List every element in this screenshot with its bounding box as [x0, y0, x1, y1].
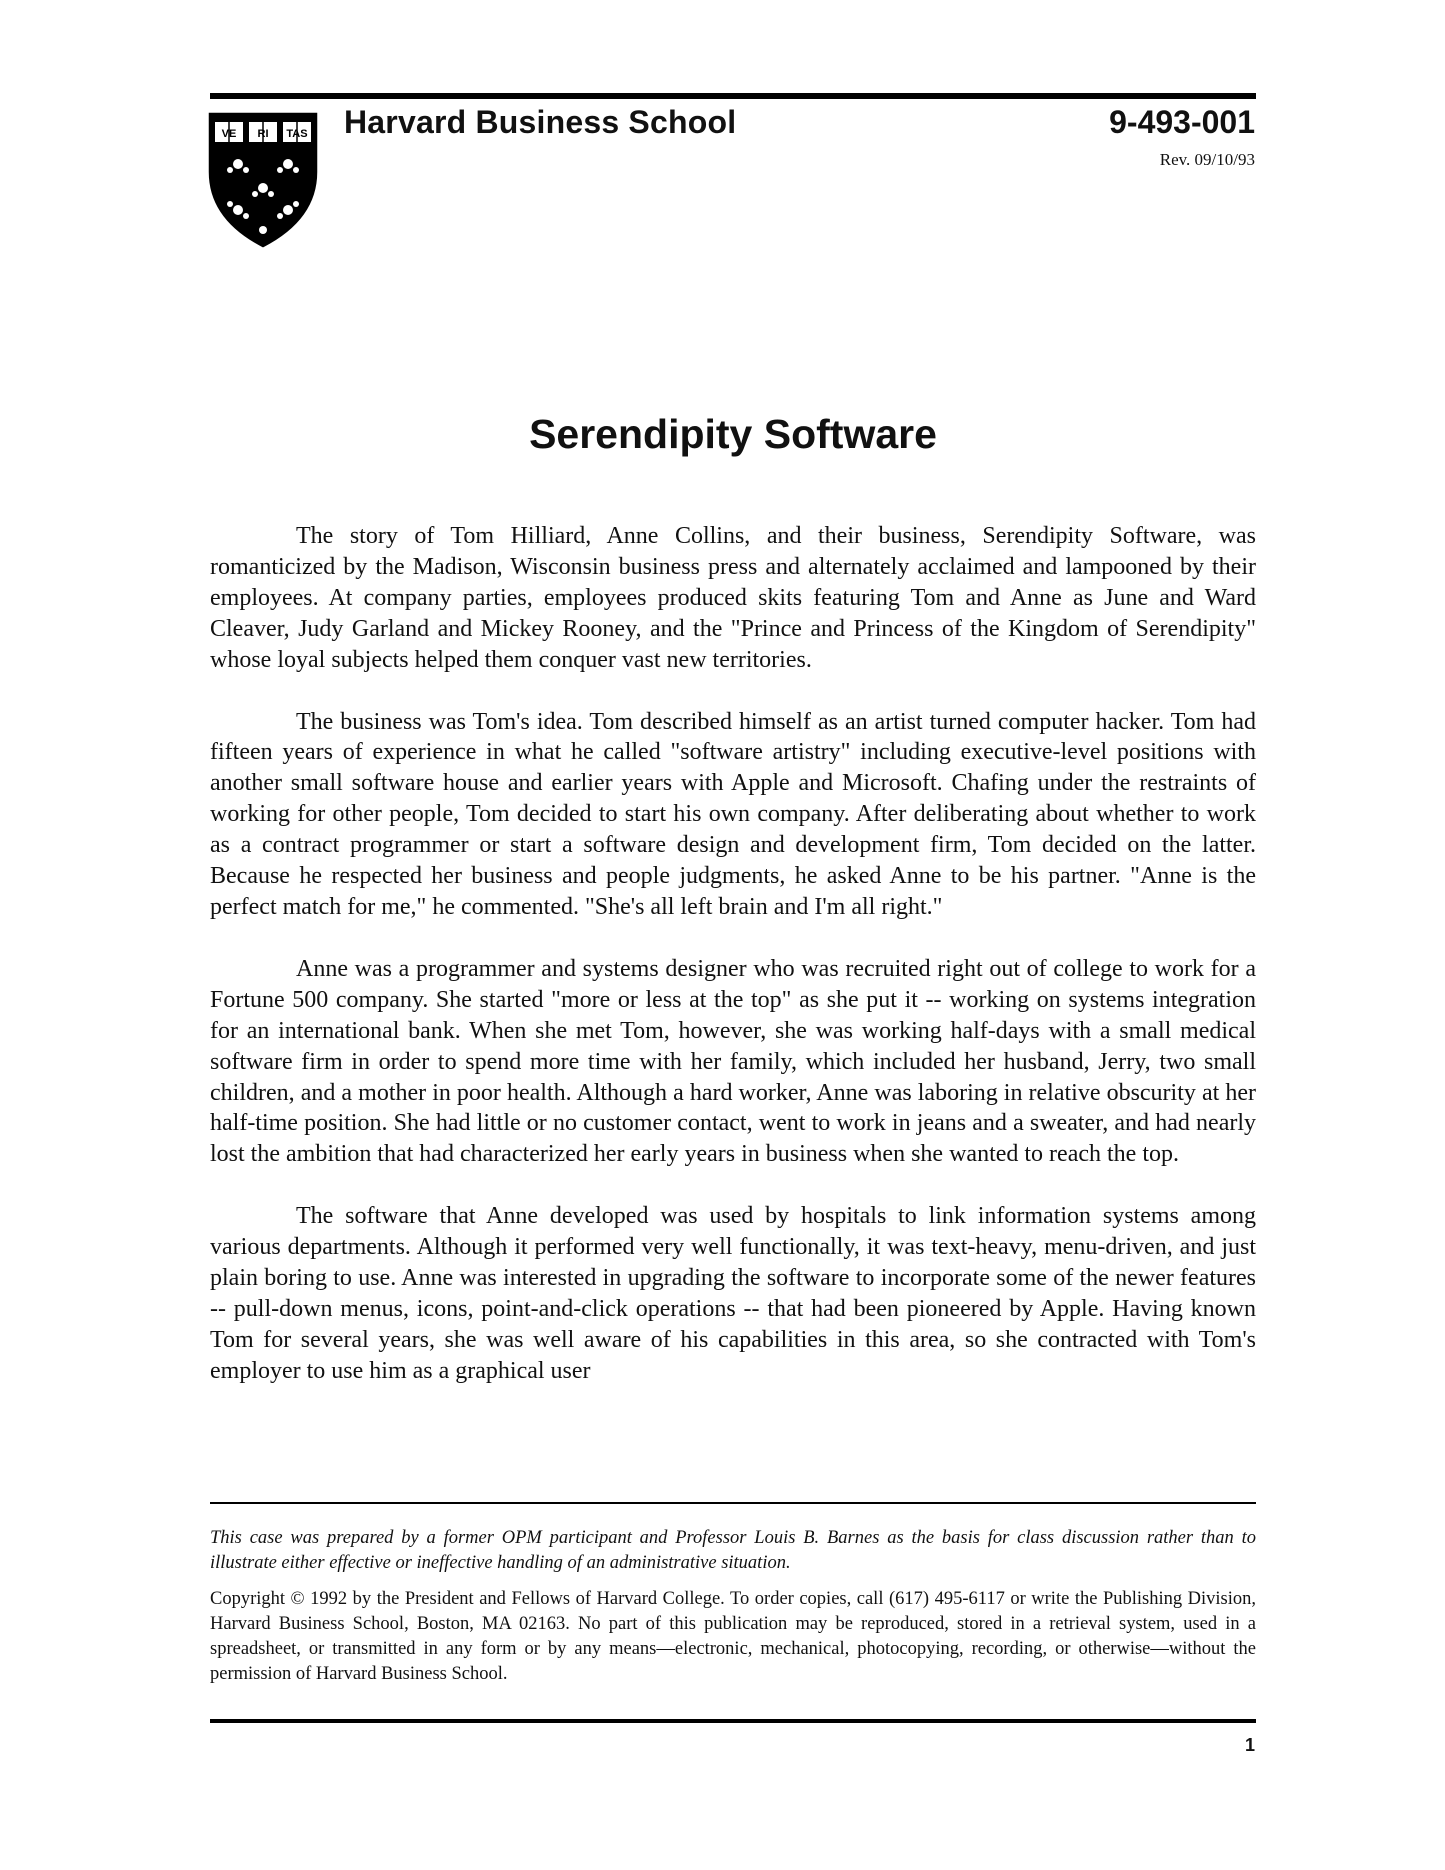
case-disclaimer: This case was prepared by a former OPM participant and Professor Louis B. Barnes as the basis for class discussion rather than to illustrate either effective or ineffective handling of an administrative situation. — [210, 1528, 1256, 1573]
body-text — [210, 521, 1256, 1418]
paragraph: Anne was a programmer and systems designer who was recruited right out of college to work for a Fortune 500 company. She started "more or less at the top" as she put it -- working on systems integration for an international bank. When she met Tom, however, she was working half-days with a small medical software firm in order to spend more time with her family, which included her husband, Jerry, two small children, and a mother in poor health. Although a hard worker, Anne was laboring in relative obscurity at her half-time position. She had little or no customer contact, went to work in jeans and a sweater, and had nearly lost the ambition that had characterized her early years in business when she wanted to reach the top. — [210, 955, 1256, 1168]
crest-motto-ri: RI — [257, 128, 269, 140]
paragraph: The story of Tom Hilliard, Anne Collins, and their business, Serendipity Software, was romanticized by the Madison, Wisconsin business press and alternately acclaimed and lampooned by their employees. At company parties, employees produced skits featuring Tom and Anne as June and Ward Cleaver, Judy Garland and Mickey Rooney, and the "Prince and Princess of the Kingdom of Serendipity" whose loyal subjects helped them conquer vast new territories. — [210, 523, 1256, 673]
harvard-crest-logo — [208, 112, 318, 248]
bottom-rule — [210, 1719, 1256, 1723]
footnote-rule — [210, 1502, 1256, 1504]
crest-motto-ve: VE — [221, 128, 237, 140]
header-rule — [210, 93, 1256, 99]
document-title: Serendipity Software — [529, 411, 937, 457]
revision-date: Rev. 09/10/93 — [1159, 150, 1255, 169]
copyright-notice: Copyright © 1992 by the President and Fellows of Harvard College. To order copies, call (617) 495-6117 or write the Publishing Division, Harvard Business School, Boston, MA 02163. No part of this publication may be reproduced, stored in a retrieval system, used in a spreadsheet, or transmitted in any form or by any means—electronic, mechanical, photocopying, recording, or otherwise—without the permission of Harvard Business School. — [210, 1589, 1256, 1684]
case-number: 9-493-001 — [1109, 104, 1255, 140]
school-name: Harvard Business School — [344, 104, 737, 140]
paragraph: The software that Anne developed was used by hospitals to link information systems among various departments. Although it performed very well functionally, it was text-heavy, menu-driven, and just plain boring to use. Anne was interested in upgrading the software to incorporate some of the newer features -- pull-down menus, icons, point-and-click operations -- that had been pioneered by Apple. Having known Tom for several years, she was well aware of his capabilities in this area, so she contracted with Tom's employer to use him as a graphical user — [210, 1203, 1256, 1384]
crest-motto-tas: TAS — [286, 128, 308, 140]
paragraph: The business was Tom's idea. Tom described himself as an artist turned computer hacker. Tom had fifteen years of experience in what he called "software artistry" including executive-level positions with another small software house and earlier years with Apple and Microsoft. Chafing under the restraints of working for other people, Tom decided to start his own company. After deliberating about whether to work as a contract programmer or start a software design and development firm, Tom decided on the latter. Because he respected her business and people judgments, he asked Anne to be his partner. "Anne is the perfect match for me," he commented. "She's all left brain and I'm all right." — [210, 708, 1256, 920]
page-number: 1 — [1244, 1735, 1255, 1755]
